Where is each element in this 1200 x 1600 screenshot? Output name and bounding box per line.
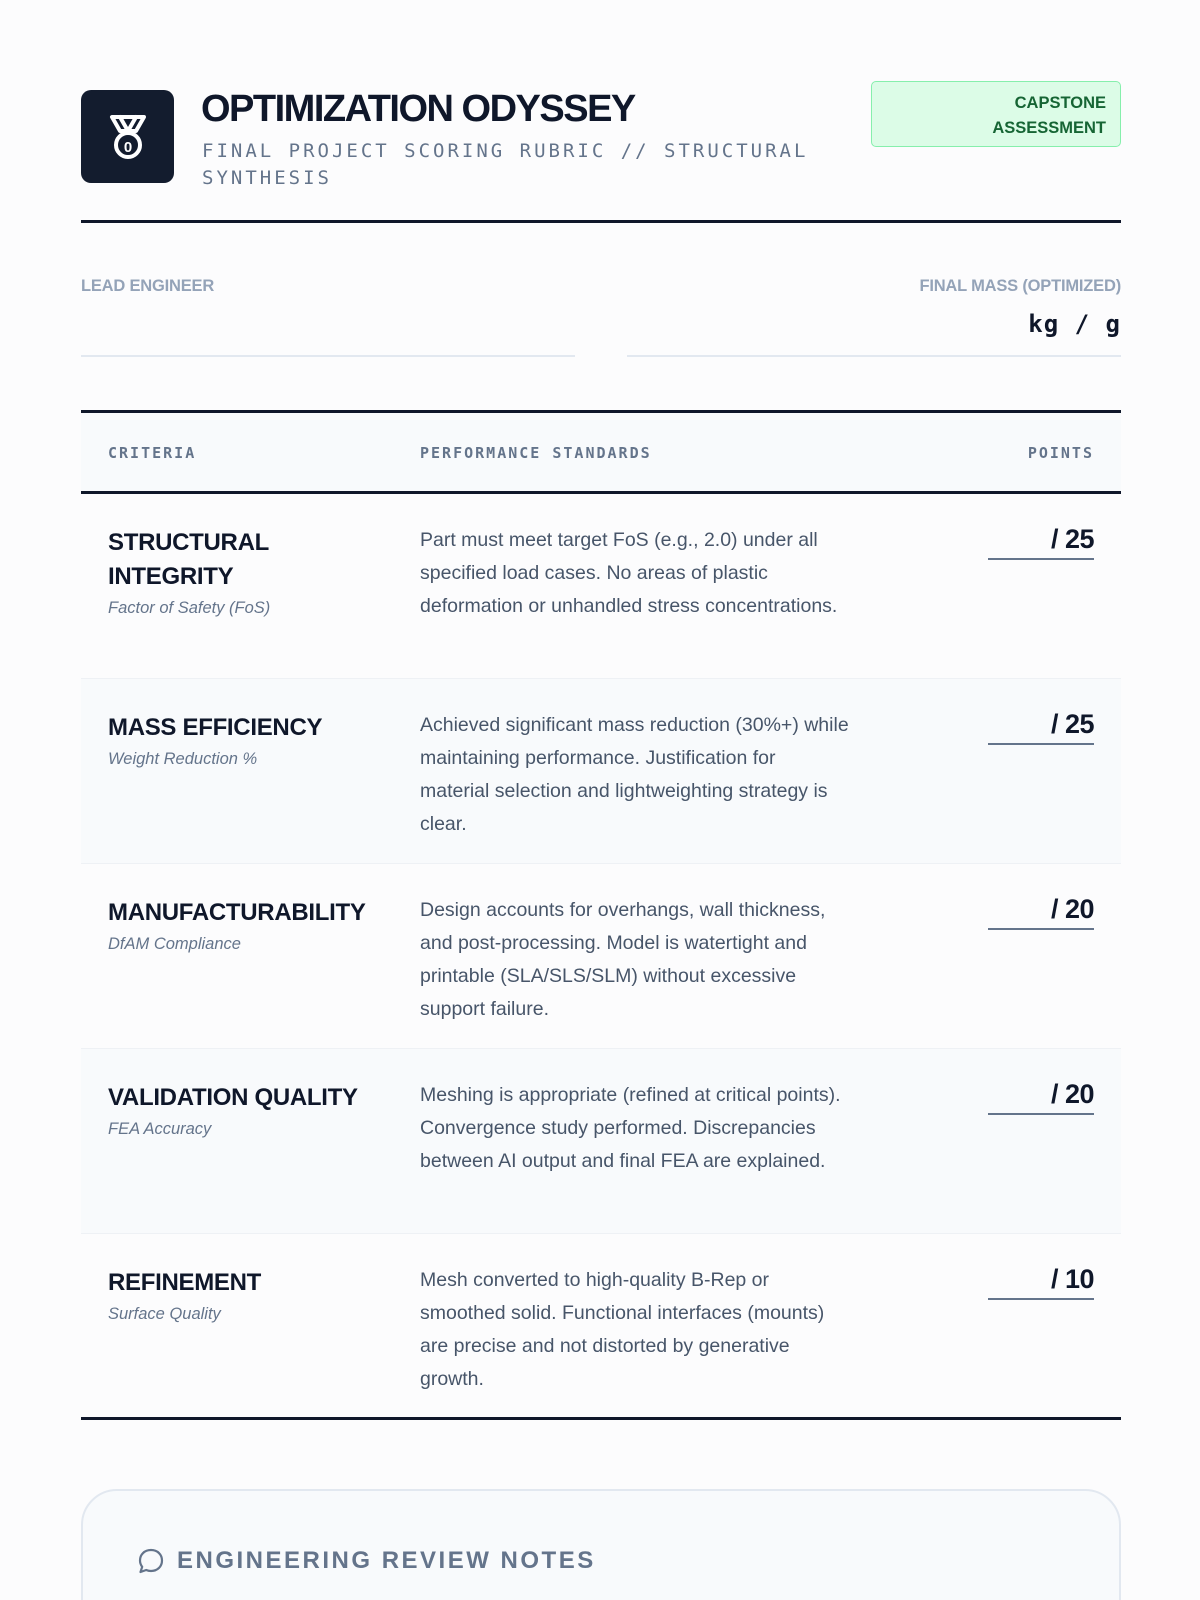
points-field[interactable]: / 20 <box>988 894 1094 930</box>
criteria-subtitle: Factor of Safety (FoS) <box>108 599 271 617</box>
lead-engineer-label: LEAD ENGINEER <box>81 277 215 295</box>
badge-line-2: ASSESSMENT <box>992 119 1106 137</box>
criteria-cell <box>108 896 388 954</box>
assessment-badge <box>871 81 1121 147</box>
points-field[interactable]: / 25 <box>988 709 1094 745</box>
final-mass-label: FINAL MASS (OPTIMIZED) <box>919 277 1121 295</box>
badge-line-1: CAPSTONE <box>1014 94 1106 112</box>
table-header <box>81 410 1121 494</box>
chat-bubble-icon <box>137 1547 165 1575</box>
table-row <box>81 679 1121 864</box>
lead-engineer-field[interactable] <box>81 277 575 357</box>
rubric-page <box>81 0 1121 1600</box>
final-mass-field[interactable] <box>627 277 1121 357</box>
criteria-cell <box>108 1081 388 1139</box>
standard-text: Part must meet target FoS (e.g., 2.0) under all specified load cases. No areas of plastic deformation or unhandled stress concentrations. <box>420 529 838 617</box>
table-row <box>81 864 1121 1049</box>
svg-text:0: 0 <box>123 138 132 156</box>
criteria-name: REFINEMENT <box>108 1269 262 1296</box>
scoring-table <box>81 410 1121 1420</box>
criteria-name: STRUCTURAL INTEGRITY <box>108 529 269 590</box>
standard-text: Achieved significant mass reduction (30%+) while maintaining performance. Justification for material selection and lightweighting strategy is clear. <box>420 714 849 835</box>
table-row <box>81 1234 1121 1420</box>
header <box>81 80 1121 224</box>
criteria-cell <box>108 711 388 769</box>
criteria-name: VALIDATION QUALITY <box>108 1084 358 1111</box>
review-notes-header <box>137 1547 596 1575</box>
header-points: POINTS <box>1027 444 1094 462</box>
standard-text: Meshing is appropriate (refined at critical points). Convergence study performed. Discrepancies between AI output and final FEA are explained. <box>420 1084 841 1172</box>
standard-text: Mesh converted to high-quality B-Rep or smoothed solid. Functional interfaces (mounts) are precise and not distorted by generative growth. <box>420 1269 825 1390</box>
criteria-subtitle: DfAM Compliance <box>108 935 241 953</box>
final-mass-unit: kg / g <box>1028 310 1121 338</box>
page-subtitle: FINAL PROJECT SCORING RUBRIC // STRUCTURAL SYNTHESIS <box>202 140 809 189</box>
criteria-name: MANUFACTURABILITY <box>108 899 366 926</box>
table-row <box>81 1049 1121 1234</box>
points-field[interactable]: / 20 <box>988 1079 1094 1115</box>
points-field[interactable]: / 10 <box>988 1264 1094 1300</box>
logo <box>81 90 174 183</box>
header-criteria: CRITERIA <box>108 444 197 462</box>
criteria-cell <box>108 1266 388 1324</box>
table-row <box>81 494 1121 679</box>
criteria-name: MASS EFFICIENCY <box>108 714 323 741</box>
criteria-subtitle: FEA Accuracy <box>108 1120 212 1138</box>
points-field[interactable]: / 25 <box>988 524 1094 560</box>
criteria-cell <box>108 526 388 618</box>
medal-icon <box>102 111 154 163</box>
header-divider <box>81 220 1121 223</box>
header-standards: PERFORMANCE STANDARDS <box>420 444 652 462</box>
standard-text: Design accounts for overhangs, wall thickness, and post-processing. Model is watertight and printable (SLA/SLS/SLM) without excessive support failure. <box>420 899 826 1020</box>
criteria-subtitle: Surface Quality <box>108 1305 221 1323</box>
review-notes-title: ENGINEERING REVIEW NOTES <box>177 1547 596 1574</box>
page-title: OPTIMIZATION ODYSSEY <box>201 88 635 130</box>
criteria-subtitle: Weight Reduction % <box>108 750 258 768</box>
review-notes-panel[interactable] <box>81 1489 1121 1600</box>
